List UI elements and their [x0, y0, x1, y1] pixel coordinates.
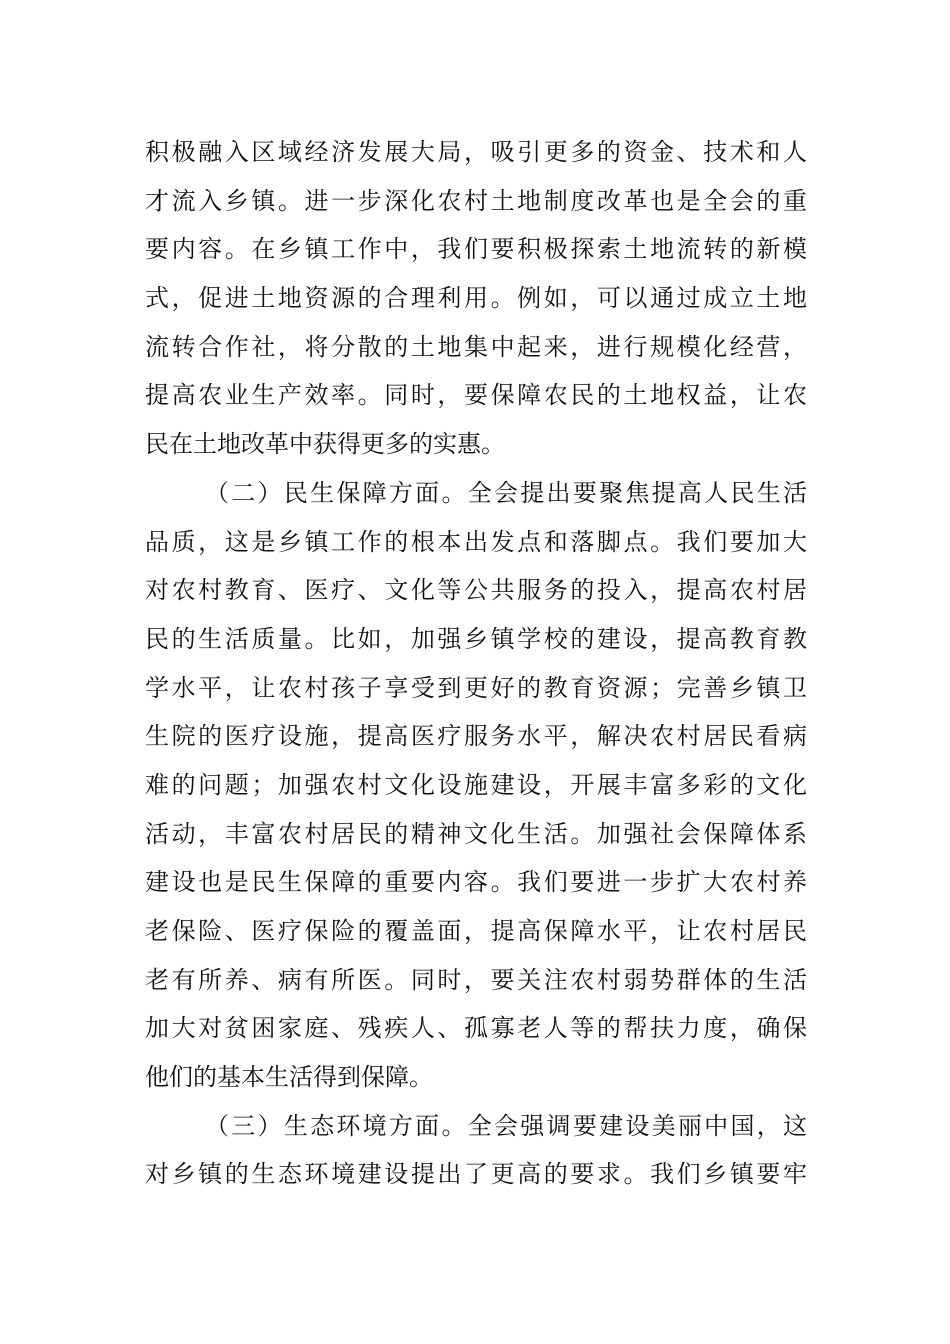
- text-line: 流转合作社，将分散的土地集中起来，进行规模化经营，: [145, 332, 807, 361]
- text-line: 对乡镇的生态环境建设提出了更高的要求。我们乡镇要牢: [145, 1160, 807, 1189]
- text-line: 民在土地改革中获得更多的实惠。: [145, 430, 505, 459]
- text-line: 难的问题；加强农村文化设施建设，开展丰富多彩的文化: [145, 770, 807, 799]
- section-heading-line: （三）生态环境方面。全会强调要建设美丽中国，这: [205, 1111, 807, 1140]
- text-line: 积极融入区域经济发展大局，吸引更多的资金、技术和人: [145, 138, 807, 166]
- text-line: 要内容。在乡镇工作中，我们要积极探索土地流转的新模: [145, 235, 807, 264]
- text-line: 民的生活质量。比如，加强乡镇学校的建设，提高教育教: [145, 624, 807, 653]
- section-heading-line: （二）民生保障方面。全会提出要聚焦提高人民生活: [205, 478, 807, 507]
- text-line: 他们的基本生活得到保障。: [145, 1063, 433, 1092]
- text-line: 建设也是民生保障的重要内容。我们要进一步扩大农村养: [145, 868, 807, 897]
- text-line: 式，促进土地资源的合理利用。例如，可以通过成立土地: [145, 284, 807, 313]
- text-line: 提高农业生产效率。同时，要保障农民的土地权益，让农: [145, 381, 807, 410]
- text-line: 老保险、医疗保险的覆盖面，提高保障水平，让农村居民: [145, 917, 807, 945]
- text-line: 品质，这是乡镇工作的根本出发点和落脚点。我们要加大: [145, 527, 807, 556]
- text-line: 学水平，让农村孩子享受到更好的教育资源；完善乡镇卫: [145, 673, 807, 702]
- text-line: 对农村教育、医疗、文化等公共服务的投入，提高农村居: [145, 576, 807, 605]
- text-line: 老有所养、病有所医。同时，要关注农村弱势群体的生活: [145, 965, 807, 994]
- text-line: 生院的医疗设施，提高医疗服务水平，解决农村居民看病: [145, 722, 807, 751]
- body-text: [145, 128, 807, 1199]
- text-line: 才流入乡镇。进一步深化农村土地制度改革也是全会的重: [145, 186, 807, 215]
- text-line: 活动，丰富农村居民的精神文化生活。加强社会保障体系: [145, 819, 807, 848]
- text-line: 加大对贫困家庭、残疾人、孤寡老人等的帮扶力度，确保: [145, 1014, 807, 1043]
